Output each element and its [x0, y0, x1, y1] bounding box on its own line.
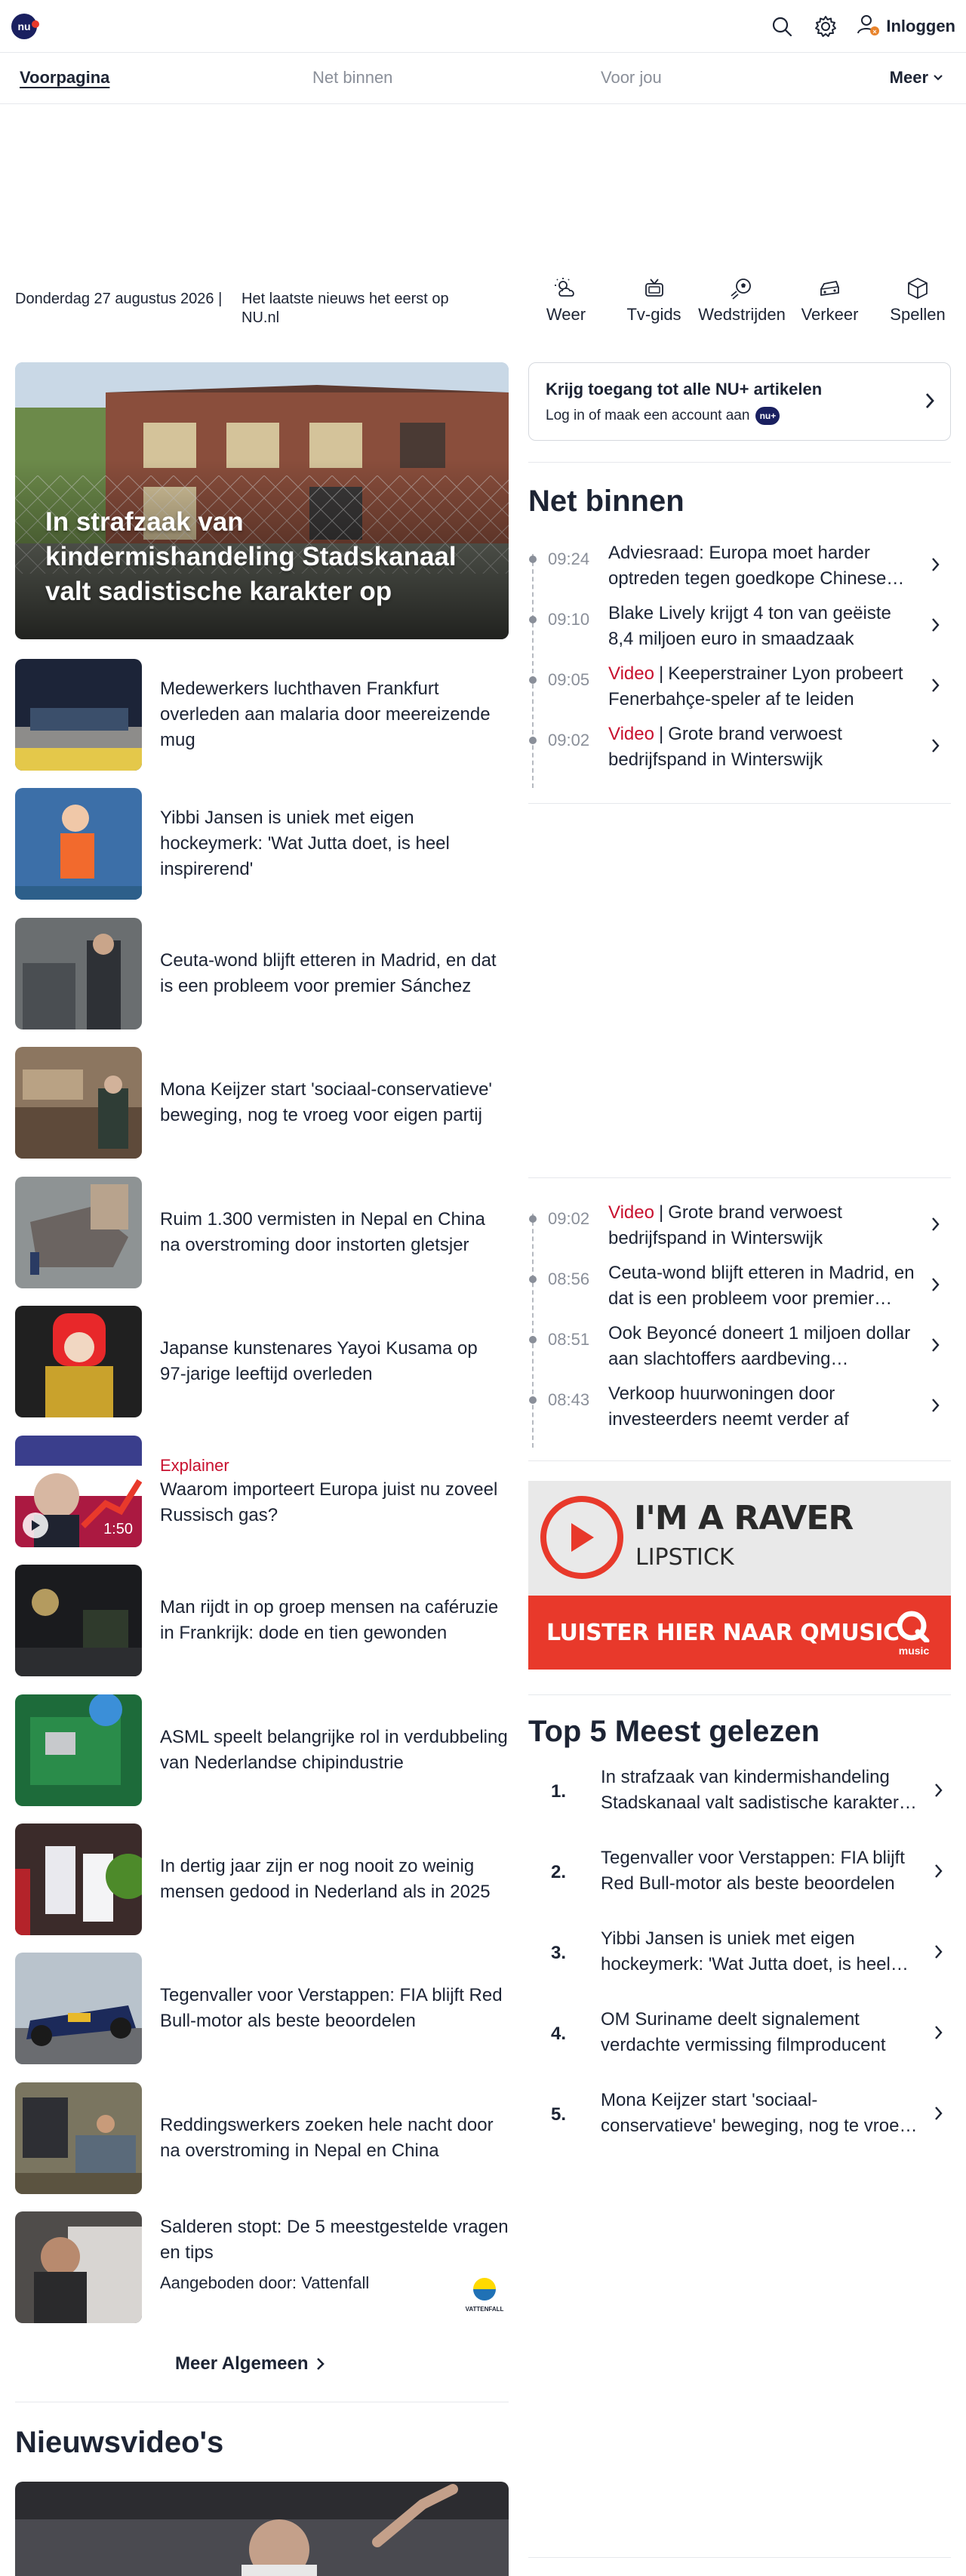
- divider: [528, 2557, 951, 2558]
- video-label: Video: [608, 724, 654, 744]
- timeline-title-wrap: Video | Keeperstrainer Lyon probeert Fenerbahçe-speler af te leiden: [608, 663, 903, 709]
- play-icon[interactable]: [23, 1513, 48, 1538]
- timeline-dot: [529, 1336, 537, 1343]
- hero-article[interactable]: [15, 362, 509, 639]
- timeline-dot: [529, 1215, 537, 1223]
- timeline-item[interactable]: [528, 1381, 951, 1442]
- timeline-item[interactable]: [528, 661, 951, 722]
- news-title: Ceuta-wond blijft etteren in Madrid, en dat is een probleem voor premier Sánchez: [160, 950, 497, 996]
- timeline-dot: [529, 737, 537, 744]
- timeline-title: Grote brand verwoest bedrijfspand in Winterswijk: [608, 724, 842, 770]
- user-icon: [856, 12, 880, 41]
- news-thumbnail: [15, 2082, 142, 2194]
- chevron-right-icon: [316, 2357, 325, 2371]
- timeline-item[interactable]: [528, 1321, 951, 1381]
- top5-item[interactable]: [528, 1765, 951, 1833]
- quicklink-tv-gids[interactable]: [617, 276, 692, 344]
- timeline-time: 08:43: [548, 1390, 590, 1409]
- top5-rank: 5.: [551, 2104, 567, 2125]
- news-item[interactable]: [15, 1824, 509, 1935]
- timeline-dot: [529, 556, 537, 563]
- promo-subtitle: Log in of maak een account aan: [546, 408, 750, 423]
- timeline-title: Grote brand verwoest bedrijfspand in Winterswijk: [608, 1202, 842, 1248]
- news-videos-title: Nieuwsvideo's: [15, 2426, 224, 2459]
- timeline-time: 08:51: [548, 1330, 590, 1349]
- video-label: Video: [608, 1202, 654, 1223]
- news-title: ASML speelt belangrijke rol in verdubbeling van Nederlandse chipindustrie: [160, 1727, 508, 1773]
- gear-icon[interactable]: [812, 13, 839, 40]
- qmusic-song-title: I'M A RAVER: [634, 1499, 854, 1537]
- qmusic-logo: [892, 1609, 936, 1657]
- timeline-title: Blake Lively krijgt 4 ton van geëiste 8,4 miljoen euro in smaadzaak: [608, 603, 891, 649]
- quicklink-verkeer[interactable]: [792, 276, 868, 344]
- timeline-item[interactable]: [528, 601, 951, 661]
- quick-links: [528, 276, 966, 344]
- chevron-right-icon: [931, 1277, 940, 1292]
- top5-title-text: Mona Keijzer start 'sociaal-conservatieve' beweging, nog te vroeg: [601, 2090, 909, 2136]
- vattenfall-logo-text: VATTENFALL: [465, 2306, 504, 2313]
- cube-icon: [904, 276, 931, 300]
- news-thumbnail: [15, 659, 142, 771]
- top-header: [0, 0, 966, 53]
- divider: [528, 462, 951, 463]
- timeline-time: 09:02: [548, 1209, 590, 1228]
- chevron-right-icon: [931, 1398, 940, 1413]
- news-title: Man rijdt in op groep mensen na caféruzie in Frankrijk: dode en tien gewonden: [160, 1597, 499, 1643]
- news-item[interactable]: [15, 1306, 509, 1417]
- more-link-label: Meer Algemeen: [175, 2353, 309, 2374]
- nu-plus-badge: nu+: [755, 407, 780, 425]
- chevron-right-icon: [934, 2106, 943, 2121]
- login-button[interactable]: [856, 12, 955, 41]
- timeline-title: Adviesraad: Europa moet harder optreden tegen goedkope Chinese: [608, 543, 887, 589]
- news-title: In dertig jaar zijn er nog nooit zo weinig mensen gedood in Nederland als in 2025: [160, 1856, 491, 1902]
- chevron-right-icon: [924, 392, 935, 410]
- timeline-time: 09:05: [548, 670, 590, 689]
- chevron-right-icon: [934, 1944, 943, 1959]
- chevron-right-icon: [931, 1337, 940, 1353]
- chevron-right-icon: [934, 1783, 943, 1798]
- quicklink-label: Verkeer: [801, 305, 859, 324]
- news-item[interactable]: [15, 788, 509, 900]
- top5-rank: 3.: [551, 1943, 567, 1963]
- timeline-dot: [529, 676, 537, 684]
- top5-rank: 2.: [551, 1862, 567, 1882]
- news-item[interactable]: [15, 1436, 509, 1547]
- news-thumbnail: [15, 1306, 142, 1417]
- top5-item[interactable]: [528, 1845, 951, 1913]
- news-item[interactable]: [15, 1047, 509, 1159]
- timeline-time: 09:24: [548, 549, 590, 568]
- date-line: Donderdag 27 augustus 2026 |: [15, 291, 223, 307]
- qmusic-logo-text: music: [898, 1645, 930, 1657]
- top5-title-text: Yibbi Jansen is uniek met eigen hockeymerk: 'Wat Jutta doet, is heel: [601, 1928, 891, 1974]
- news-title: Japanse kunstenares Yayoi Kusama op 97-jarige leeftijd overleden: [160, 1338, 478, 1384]
- timeline-item[interactable]: [528, 1260, 951, 1321]
- news-thumbnail: [15, 1436, 142, 1547]
- timeline-item[interactable]: [528, 722, 951, 782]
- more-algemeen-link[interactable]: [175, 2353, 325, 2374]
- timeline-title: Ook Beyoncé doneert 1 miljoen dollar aan slachtoffers aardbeving: [608, 1323, 911, 1369]
- news-thumbnail: [15, 1565, 142, 1676]
- chevron-right-icon: [931, 1217, 940, 1232]
- nav-voor-jou[interactable]: Voor jou: [601, 68, 662, 87]
- timeline-title: Verkoop huurwoningen door investeerders neemt verder af: [608, 1383, 849, 1430]
- net-binnen-title: Net binnen: [528, 485, 685, 518]
- weather-icon: [552, 276, 580, 300]
- divider: [528, 1177, 951, 1178]
- divider: [528, 1694, 951, 1695]
- login-label: Inloggen: [886, 17, 955, 35]
- news-title: Reddingswerkers zoeken hele nacht door na overstroming in Nepal en China: [160, 2115, 494, 2161]
- quicklink-label: Tv-gids: [626, 305, 681, 324]
- news-thumbnail: [15, 1953, 142, 2064]
- timeline-item[interactable]: [528, 1200, 951, 1260]
- news-thumbnail: [15, 1177, 142, 1288]
- quicklink-label: Spellen: [890, 305, 946, 324]
- top5-title-text: Tegenvaller voor Verstappen: FIA blijft Red Bull-motor als beste beoordelen: [601, 1848, 905, 1894]
- timeline-title-wrap: Video | Grote brand verwoest bedrijfspand in Winterswijk: [608, 724, 842, 770]
- news-thumbnail: [15, 1824, 142, 1935]
- timeline-item[interactable]: [528, 540, 951, 601]
- timeline-time: 09:02: [548, 731, 590, 749]
- top5-item[interactable]: [528, 2088, 951, 2156]
- news-item[interactable]: [15, 659, 509, 771]
- quicklink-label: Weer: [546, 305, 586, 324]
- news-title: Tegenvaller voor Verstappen: FIA blijft Red Bull-motor als beste beoordelen: [160, 1985, 503, 2031]
- news-thumbnail: [15, 1047, 142, 1159]
- news-item[interactable]: [15, 1694, 509, 1806]
- top5-title: Top 5 Meest gelezen: [528, 1715, 820, 1748]
- video-label: Video: [608, 663, 654, 684]
- news-title: Ruim 1.300 vermisten in Nepal en China na overstroming door instorten gletsjer: [160, 1209, 485, 1255]
- vattenfall-logo: [465, 2276, 504, 2313]
- timeline-title-wrap: Video | Grote brand verwoest bedrijfspand in Winterswijk: [608, 1202, 842, 1248]
- news-item-sponsored[interactable]: [15, 2211, 509, 2323]
- news-title: Mona Keijzer start 'sociaal-conservatieve' beweging, nog te vroeg voor eigen partij: [160, 1079, 493, 1125]
- qmusic-cta-bar: [528, 1596, 951, 1670]
- explainer-label: Explainer: [160, 1456, 229, 1475]
- top5-item[interactable]: [528, 2007, 951, 2075]
- news-title: Waarom importeert Europa juist nu zoveel Russisch gas?: [160, 1479, 498, 1525]
- chevron-right-icon: [931, 617, 940, 632]
- quicklink-spellen[interactable]: [880, 276, 955, 344]
- timeline-dot: [529, 1396, 537, 1404]
- nav-voorpagina[interactable]: Voorpagina: [20, 68, 110, 87]
- football-icon: [728, 276, 755, 300]
- timeline-dot: [529, 1276, 537, 1283]
- news-item[interactable]: [15, 918, 509, 1029]
- news-thumbnail: [15, 2211, 142, 2323]
- qmusic-now-playing: [528, 1481, 951, 1596]
- news-item[interactable]: [15, 1565, 509, 1676]
- qmusic-artist: LIPSTICK: [635, 1544, 734, 1571]
- top5-rank: 4.: [551, 2024, 567, 2044]
- news-item[interactable]: [15, 1953, 509, 2064]
- news-thumbnail: [15, 918, 142, 1029]
- news-title: Medewerkers luchthaven Frankfurt overleden aan malaria door meereizende mug: [160, 679, 491, 750]
- news-item[interactable]: [15, 2082, 509, 2194]
- news-thumbnail: [15, 1694, 142, 1806]
- video-thumbnail[interactable]: [15, 2482, 509, 2576]
- nav-more-label: Meer: [889, 68, 928, 87]
- chevron-right-icon: [931, 557, 940, 572]
- net-binnen-list: [528, 540, 951, 782]
- news-item[interactable]: [15, 1177, 509, 1288]
- top5-title-text: In strafzaak van kindermishandeling Stadskanaal valt sadistische karakter: [601, 1767, 899, 1813]
- hero-title: In strafzaak van kindermishandeling Stadskanaal valt sadistische karakter op: [45, 507, 457, 606]
- quicklink-wedstrijden[interactable]: [698, 276, 786, 344]
- timeline-title: Ceuta-wond blijft etteren in Madrid, en dat is een probleem voor premier: [608, 1263, 915, 1309]
- sponsor-label: Aangeboden door: Vattenfall: [160, 2273, 370, 2292]
- nu-logo[interactable]: [11, 12, 41, 41]
- quicklink-weer[interactable]: [528, 276, 604, 344]
- divider: [528, 1460, 951, 1461]
- chevron-right-icon: [931, 738, 940, 753]
- timeline-time: 08:56: [548, 1270, 590, 1288]
- qmusic-cta: LUISTER HIER NAAR QMUSIC: [546, 1620, 900, 1646]
- timeline-dot: [529, 616, 537, 623]
- svg-text:nu: nu: [17, 20, 31, 32]
- net-binnen-list-continued: [528, 1200, 951, 1442]
- search-icon[interactable]: [768, 13, 795, 40]
- promo-title: Krijg toegang tot alle NU+ artikelen: [546, 380, 823, 399]
- timeline-time: 09:10: [548, 610, 590, 629]
- main-nav: [0, 53, 966, 104]
- chevron-down-icon: [933, 74, 943, 82]
- timeline-title: Keeperstrainer Lyon probeert Fenerbahçe-speler af te leiden: [608, 663, 903, 709]
- tv-icon: [641, 276, 668, 300]
- qmusic-banner[interactable]: [528, 1481, 951, 1670]
- header-actions: [768, 11, 955, 42]
- top5-title-text: OM Suriname deelt signalement verdachte vermissing filmproducent: [601, 2009, 886, 2055]
- car-icon: [817, 276, 844, 300]
- chevron-right-icon: [934, 1864, 943, 1879]
- nav-more-button[interactable]: [890, 68, 943, 88]
- play-icon[interactable]: [540, 1496, 623, 1579]
- news-title: Yibbi Jansen is uniek met eigen hockeymerk: 'Wat Jutta doet, is heel inspirerend': [160, 808, 450, 879]
- news-thumbnail: [15, 788, 142, 900]
- chevron-right-icon: [931, 678, 940, 693]
- top5-rank: 1.: [551, 1781, 567, 1802]
- top5-item[interactable]: [528, 1926, 951, 1994]
- video-duration: 1:50: [103, 1521, 133, 1537]
- divider: [528, 803, 951, 804]
- news-title: Salderen stopt: De 5 meestgestelde vragen en tips: [160, 2217, 509, 2263]
- tagline: Het laatste nieuws het eerst op NU.nl: [242, 291, 449, 326]
- svg-text:×: ×: [872, 28, 877, 35]
- quicklink-label: Wedstrijden: [698, 305, 786, 324]
- nu-plus-promo[interactable]: [528, 362, 951, 441]
- chevron-right-icon: [934, 2025, 943, 2040]
- nav-net-binnen[interactable]: Net binnen: [312, 68, 393, 87]
